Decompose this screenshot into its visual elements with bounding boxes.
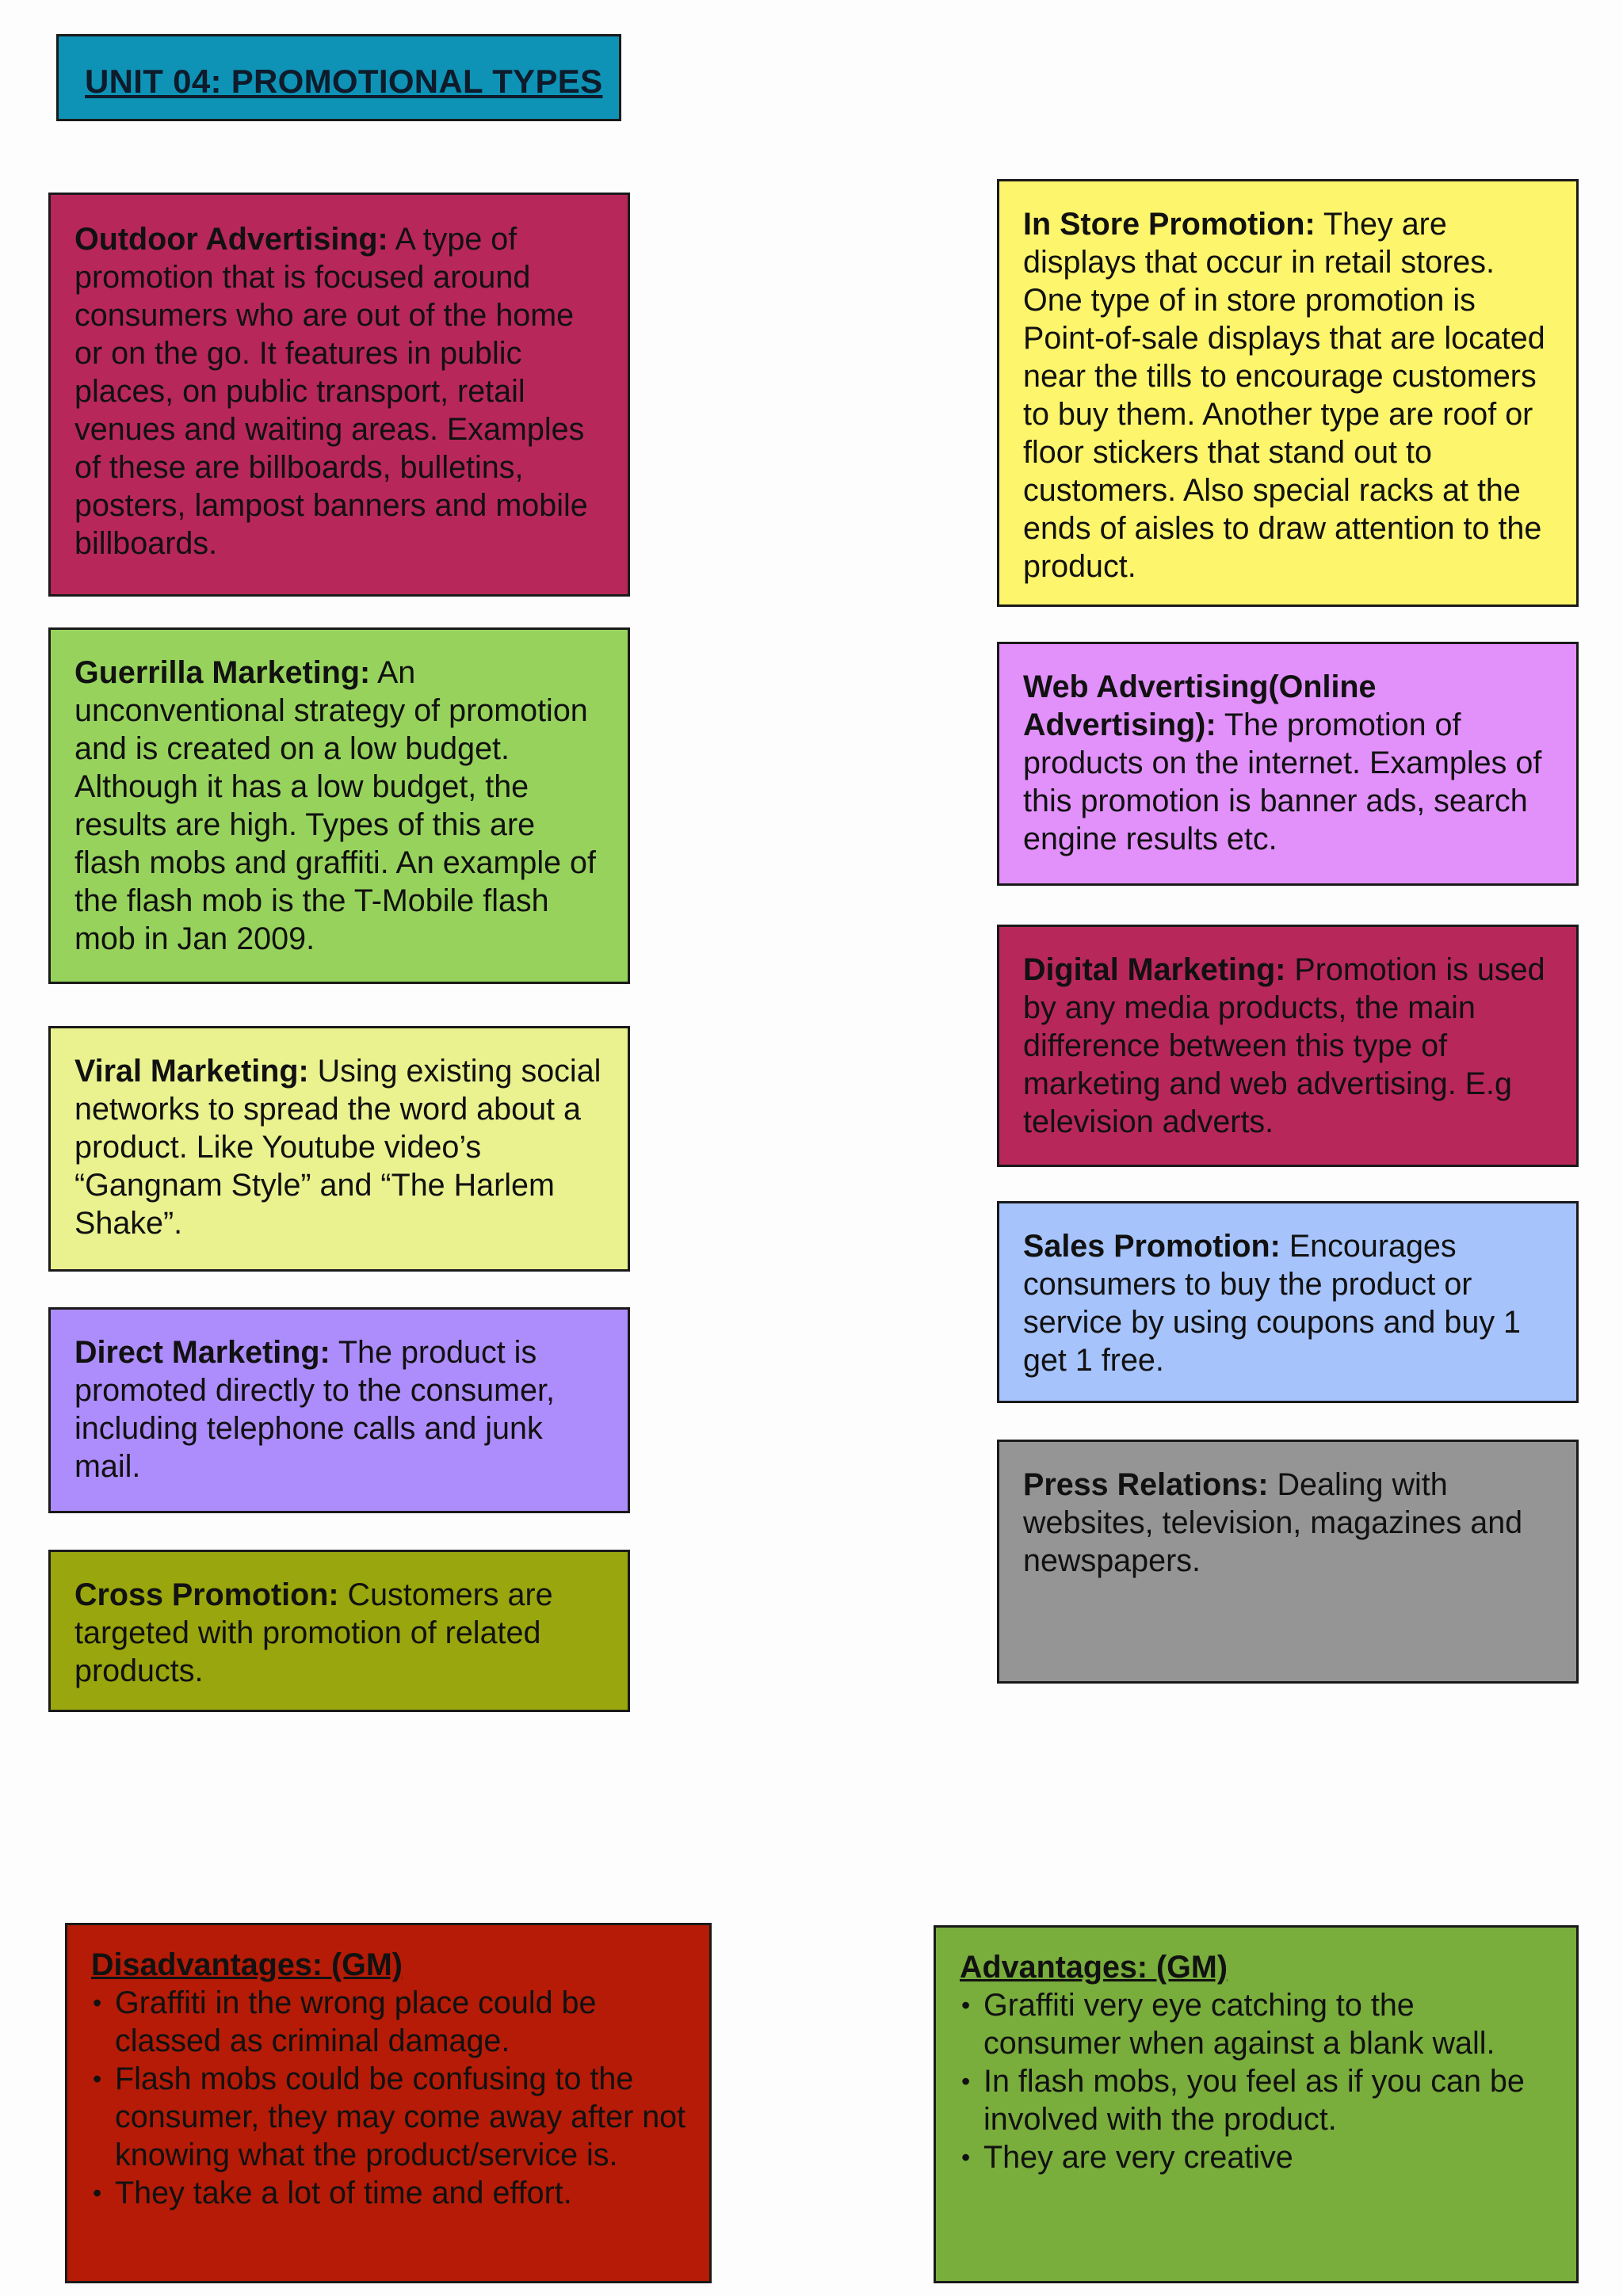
direct-marketing-heading: Direct Marketing: [74, 1335, 330, 1370]
guerrilla-marketing-box [48, 627, 630, 984]
sales-promotion-box [997, 1201, 1579, 1403]
cross-promotion-heading: Cross Promotion: [74, 1577, 339, 1612]
direct-marketing-text: The product is promoted directly to the consumer, including telephone calls and junk mail. [74, 1335, 555, 1484]
in-store-promotion-text: They are displays that occur in retail stores. One type of in store promotion is Point-of-sale displays that are located near the tills to encourage customers to buy them. Another type are roof or floor stickers that stand out to customers. Also special racks at the ends of aisles to draw attention to the product. [1023, 207, 1545, 584]
cross-promotion-text: Customers are targeted with promotion of related products. [74, 1577, 553, 1688]
cross-promotion-box [48, 1550, 630, 1712]
viral-marketing-heading: Viral Marketing: [74, 1054, 309, 1089]
sales-promotion-text: Encourages consumers to buy the product or service by using coupons and buy 1 get 1 free. [1023, 1229, 1522, 1378]
digital-marketing-box [997, 925, 1579, 1167]
outdoor-advertising-heading: Outdoor Advertising: [74, 222, 388, 257]
web-advertising-text: The promotion of products on the internet. Examples of this promotion is banner ads, search engine results etc. [1023, 707, 1542, 856]
digital-marketing-text: Promotion is used by any media products, the main difference between this type of marketing and web advertising. E.g television adverts. [1023, 952, 1545, 1139]
web-advertising-heading: Web Advertising(Online Advertising): [1023, 669, 1377, 742]
advantages-heading: Advantages: (GM) [960, 1950, 1228, 1985]
disadvantages-list [91, 1984, 689, 2212]
list-item: • They take a lot of time and effort. [91, 2174, 689, 2212]
in-store-promotion-heading: In Store Promotion: [1023, 207, 1316, 242]
in-store-promotion-box [997, 179, 1579, 607]
viral-marketing-text: Using existing social networks to spread the word about a product. Like Youtube video’s “Gangnam Style” and “The Harlem Shake”. [74, 1054, 601, 1241]
disadvantages-heading: Disadvantages: (GM) [91, 1947, 403, 1982]
guerrilla-marketing-text: An unconventional strategy of promotion and is created on a low budget. Although it has a low budget, the results are high. Types of this are flash mobs and graffiti. An example of the flash mob is the T-Mobile flash mob in Jan 2009. [74, 655, 596, 956]
press-relations-heading: Press Relations: [1023, 1467, 1269, 1502]
direct-marketing-box [48, 1307, 630, 1513]
page-title: UNIT 04: PROMOTIONAL TYPES [56, 34, 621, 121]
outdoor-advertising-box [48, 193, 630, 597]
outdoor-advertising-text: A type of promotion that is focused around consumers who are out of the home or on the go. It features in public places, on public transport, retail venues and waiting areas. Examples of these are billboards, bulletins, posters, lampost banners and mobile billboards. [74, 222, 588, 561]
list-item: • Graffiti in the wrong place could be classed as criminal damage. [91, 1984, 689, 2060]
sales-promotion-heading: Sales Promotion: [1023, 1229, 1281, 1264]
web-advertising-box [997, 642, 1579, 886]
list-item: • Flash mobs could be confusing to the consumer, they may come away after not knowing what the product/service is. [91, 2060, 689, 2174]
press-relations-text: Dealing with websites, television, magazines and newspapers. [1023, 1467, 1523, 1578]
advantages-box [934, 1925, 1579, 2283]
press-relations-box [997, 1440, 1579, 1684]
disadvantages-box [65, 1923, 712, 2283]
digital-marketing-heading: Digital Marketing: [1023, 952, 1286, 987]
guerrilla-marketing-heading: Guerrilla Marketing: [74, 655, 371, 690]
list-item: • They are very creative [960, 2138, 1556, 2176]
list-item: • Graffiti very eye catching to the consumer when against a blank wall. [960, 1986, 1556, 2062]
viral-marketing-box [48, 1026, 630, 1272]
advantages-list [960, 1986, 1556, 2176]
list-item: • In flash mobs, you feel as if you can be involved with the product. [960, 2062, 1556, 2138]
